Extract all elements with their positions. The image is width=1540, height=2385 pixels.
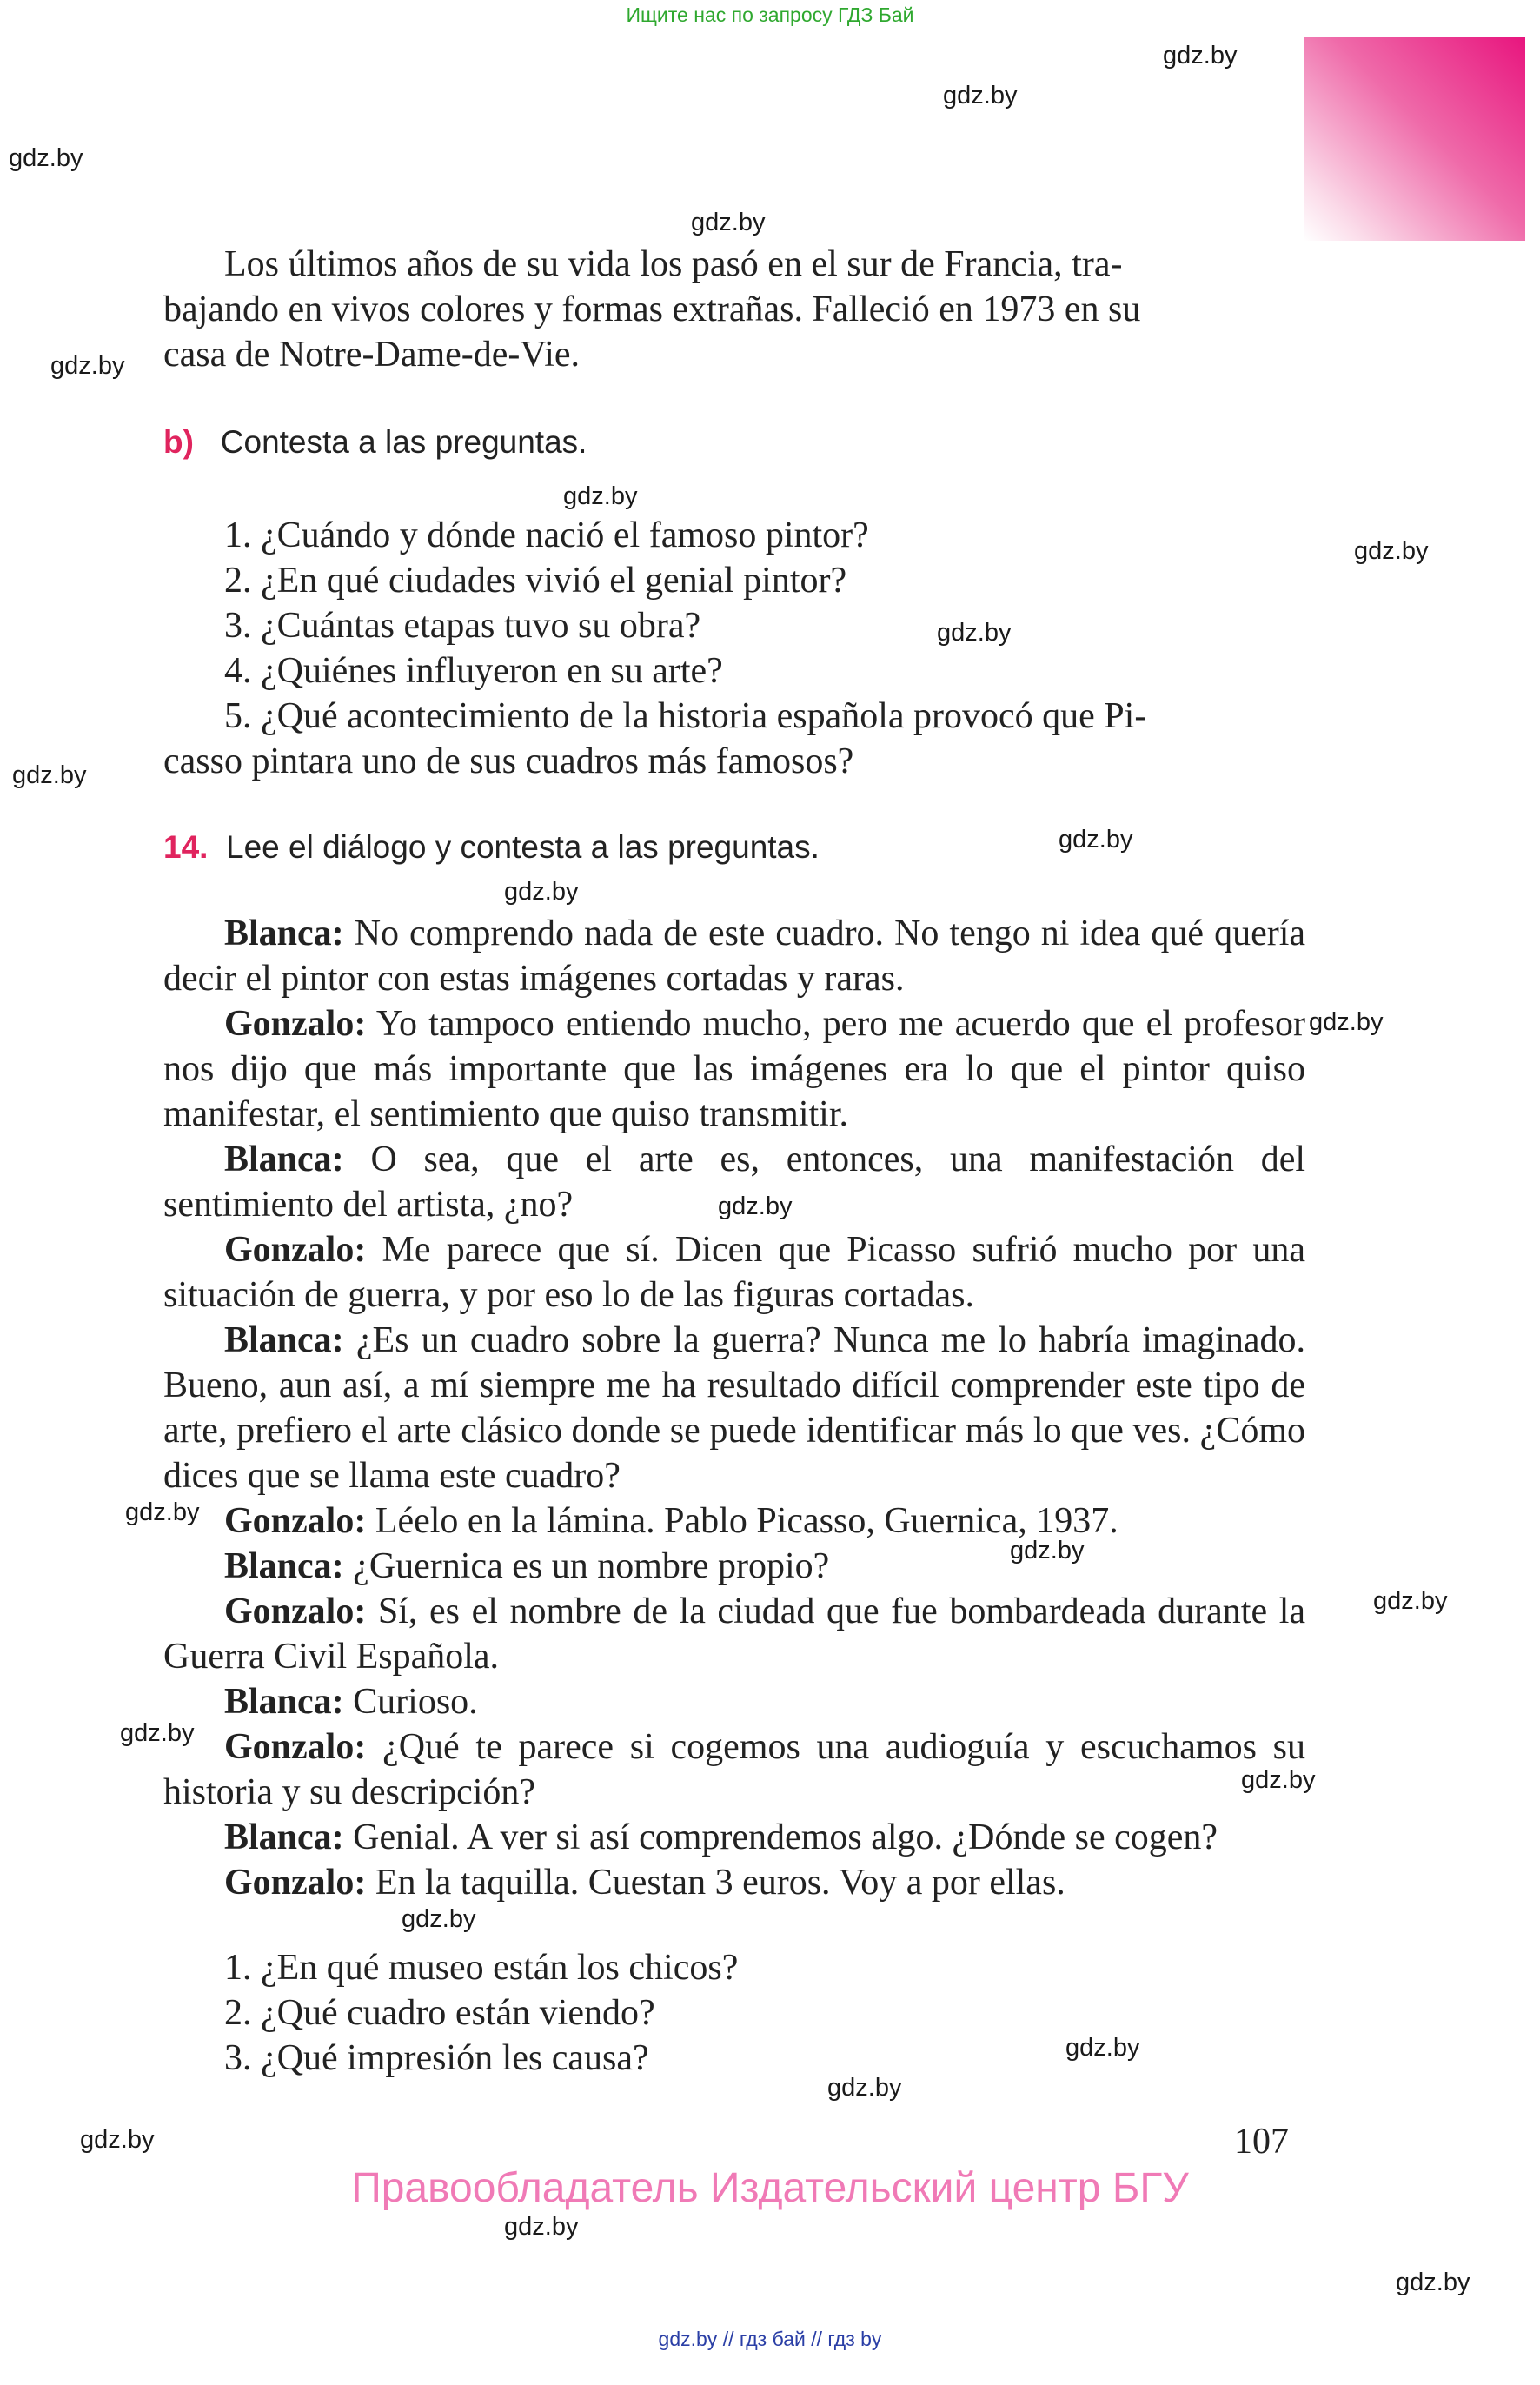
speaker: Gonzalo:	[224, 1501, 367, 1541]
watermark: gdz.by	[563, 482, 638, 510]
utterance: En la taquilla. Cuestan 3 euros. Voy a por ellas.	[375, 1863, 1065, 1903]
watermark: gdz.by	[12, 761, 87, 789]
list-item: 4. ¿Quiénes influyeron en su arte?	[224, 651, 723, 691]
utterance: O sea, que el arte es, entonces, una manifestación del sentimiento del artista, ¿no?	[163, 1139, 1306, 1225]
utterance: Me parece que sí. Dicen que Picasso sufrió mucho por una situación de guerra, y por eso lo de las figuras cortadas.	[163, 1230, 1306, 1315]
watermark: gdz.by	[120, 1719, 195, 1747]
questions-b-list	[163, 513, 1147, 784]
watermark: gdz.by	[9, 144, 83, 172]
speaker: Blanca:	[224, 1320, 344, 1360]
list-item: 3. ¿Cuántas etapas tuvo su obra?	[224, 606, 701, 646]
dialogue-line	[163, 1589, 1305, 1679]
task-14-heading	[163, 827, 820, 867]
text-line: Los últimos años de su vida los pasó en el sur de Francia, tra-	[224, 244, 1123, 284]
watermark: gdz.by	[402, 1905, 476, 1933]
dialogue-line	[163, 1724, 1305, 1815]
dialogue-line	[163, 1815, 1305, 1860]
speaker: Gonzalo:	[224, 1004, 367, 1044]
dialogue	[163, 911, 1305, 1905]
watermark: gdz.by	[1373, 1587, 1448, 1615]
speaker: Blanca:	[224, 1139, 344, 1179]
utterance: ¿Qué te parece si cogemos una audioguía y escuchamos su historia y su descripción?	[163, 1727, 1305, 1812]
watermark: gdz.by	[1241, 1766, 1316, 1794]
watermark: gdz.by	[80, 2126, 155, 2154]
dialogue-line	[163, 1318, 1305, 1498]
watermark: gdz.by	[1354, 537, 1429, 565]
intro-paragraph	[163, 242, 1141, 377]
watermark: gdz.by	[943, 82, 1018, 110]
utterance: Léelo en la lámina. Pablo Picasso, Guernica, 1937.	[375, 1501, 1118, 1541]
speaker: Blanca:	[224, 1817, 344, 1857]
list-item: 2. ¿Qué cuadro están viendo?	[224, 1993, 655, 2033]
watermark: gdz.by	[1309, 1008, 1384, 1036]
utterance: ¿Guernica es un nombre propio?	[353, 1546, 830, 1586]
speaker: Gonzalo:	[224, 1727, 367, 1767]
dialogue-line	[163, 1001, 1305, 1137]
list-item: 3. ¿Qué impresión les causa?	[224, 2038, 649, 2078]
watermark: gdz.by	[125, 1498, 200, 1526]
watermark: gdz.by	[718, 1192, 793, 1220]
utterance: Genial. A ver si así comprendemos algo. ¿Dónde se cogen?	[353, 1817, 1218, 1857]
list-item: 1. ¿Cuándo y dónde nació el famoso pintor?	[224, 515, 869, 555]
speaker: Gonzalo:	[224, 1863, 367, 1903]
task-14-instruction: Lee el diálogo y contesta a las preguntas.	[226, 829, 820, 865]
text-line: bajando en vivos colores y formas extrañas. Falleció en 1973 en su	[163, 289, 1141, 329]
task-b-heading	[163, 422, 587, 462]
speaker: Gonzalo:	[224, 1230, 367, 1270]
task-b-label: b)	[163, 424, 194, 460]
list-item: casso pintara uno de sus cuadros más famosos?	[163, 741, 854, 781]
utterance: Sí, es el nombre de la ciudad que fue bombardeada durante la Guerra Civil Española.	[163, 1591, 1306, 1677]
watermark: gdz.by	[504, 2213, 579, 2241]
speaker: Blanca:	[224, 913, 344, 953]
speaker: Blanca:	[224, 1546, 344, 1586]
footer-links[interactable]: gdz.by // гдз бай // гдз by	[658, 2328, 882, 2350]
watermark: gdz.by	[827, 2074, 902, 2102]
watermark: gdz.by	[1396, 2269, 1470, 2296]
dialogue-line	[163, 1498, 1305, 1544]
watermark: gdz.by	[1059, 826, 1133, 854]
watermark: gdz.by	[50, 352, 125, 380]
dialogue-line	[163, 1227, 1305, 1318]
header-note: Ищите нас по запросу ГДЗ Бай	[626, 3, 914, 26]
watermark: gdz.by	[1163, 42, 1238, 70]
questions-14-list	[224, 1945, 738, 2081]
dialogue-line	[163, 1137, 1305, 1227]
page-number: 107	[1234, 2122, 1289, 2162]
utterance: ¿Es un cuadro sobre la guerra? Nunca me lo habría imaginado. Bueno, aun así, a mí siempre me ha resultado difícil comprender este tipo de arte, prefiero el arte clásico donde se puede identificar más lo que ves. ¿Cómo dices que se llama este cuadro?	[163, 1320, 1306, 1496]
text-line: casa de Notre-Dame-de-Vie.	[163, 335, 581, 375]
list-item: 5. ¿Qué acontecimiento de la historia española provocó que Pi-	[224, 696, 1147, 736]
watermark: gdz.by	[1065, 2034, 1140, 2062]
utterance: Curioso.	[353, 1682, 478, 1722]
watermark: gdz.by	[937, 619, 1012, 647]
speaker: Blanca:	[224, 1682, 344, 1722]
utterance: Yo tampoco entiendo mucho, pero me acuerdo que el profesor nos dijo que más importante que las imágenes era lo que el pintor quiso manifestar, el sentimiento que quiso transmitir.	[163, 1004, 1305, 1134]
task-14-label: 14.	[163, 829, 209, 865]
watermark: gdz.by	[1010, 1537, 1085, 1565]
speaker: Gonzalo:	[224, 1591, 367, 1631]
list-item: 2. ¿En qué ciudades vivió el genial pintor?	[224, 561, 847, 601]
dialogue-line	[163, 1544, 1305, 1589]
corner-gradient-decoration	[1304, 37, 1525, 241]
list-item: 1. ¿En qué museo están los chicos?	[224, 1948, 739, 1988]
watermark: gdz.by	[691, 209, 766, 236]
task-b-instruction: Contesta a las preguntas.	[220, 424, 587, 460]
copyright-notice: Правообладатель Издательский центр БГУ	[351, 2165, 1189, 2211]
dialogue-line	[163, 911, 1305, 1001]
dialogue-line	[163, 1860, 1305, 1905]
utterance: No comprendo nada de este cuadro. No tengo ni idea qué quería decir el pintor con estas imágenes cortadas y raras.	[163, 913, 1306, 999]
dialogue-line	[163, 1679, 1305, 1724]
watermark: gdz.by	[504, 878, 579, 906]
